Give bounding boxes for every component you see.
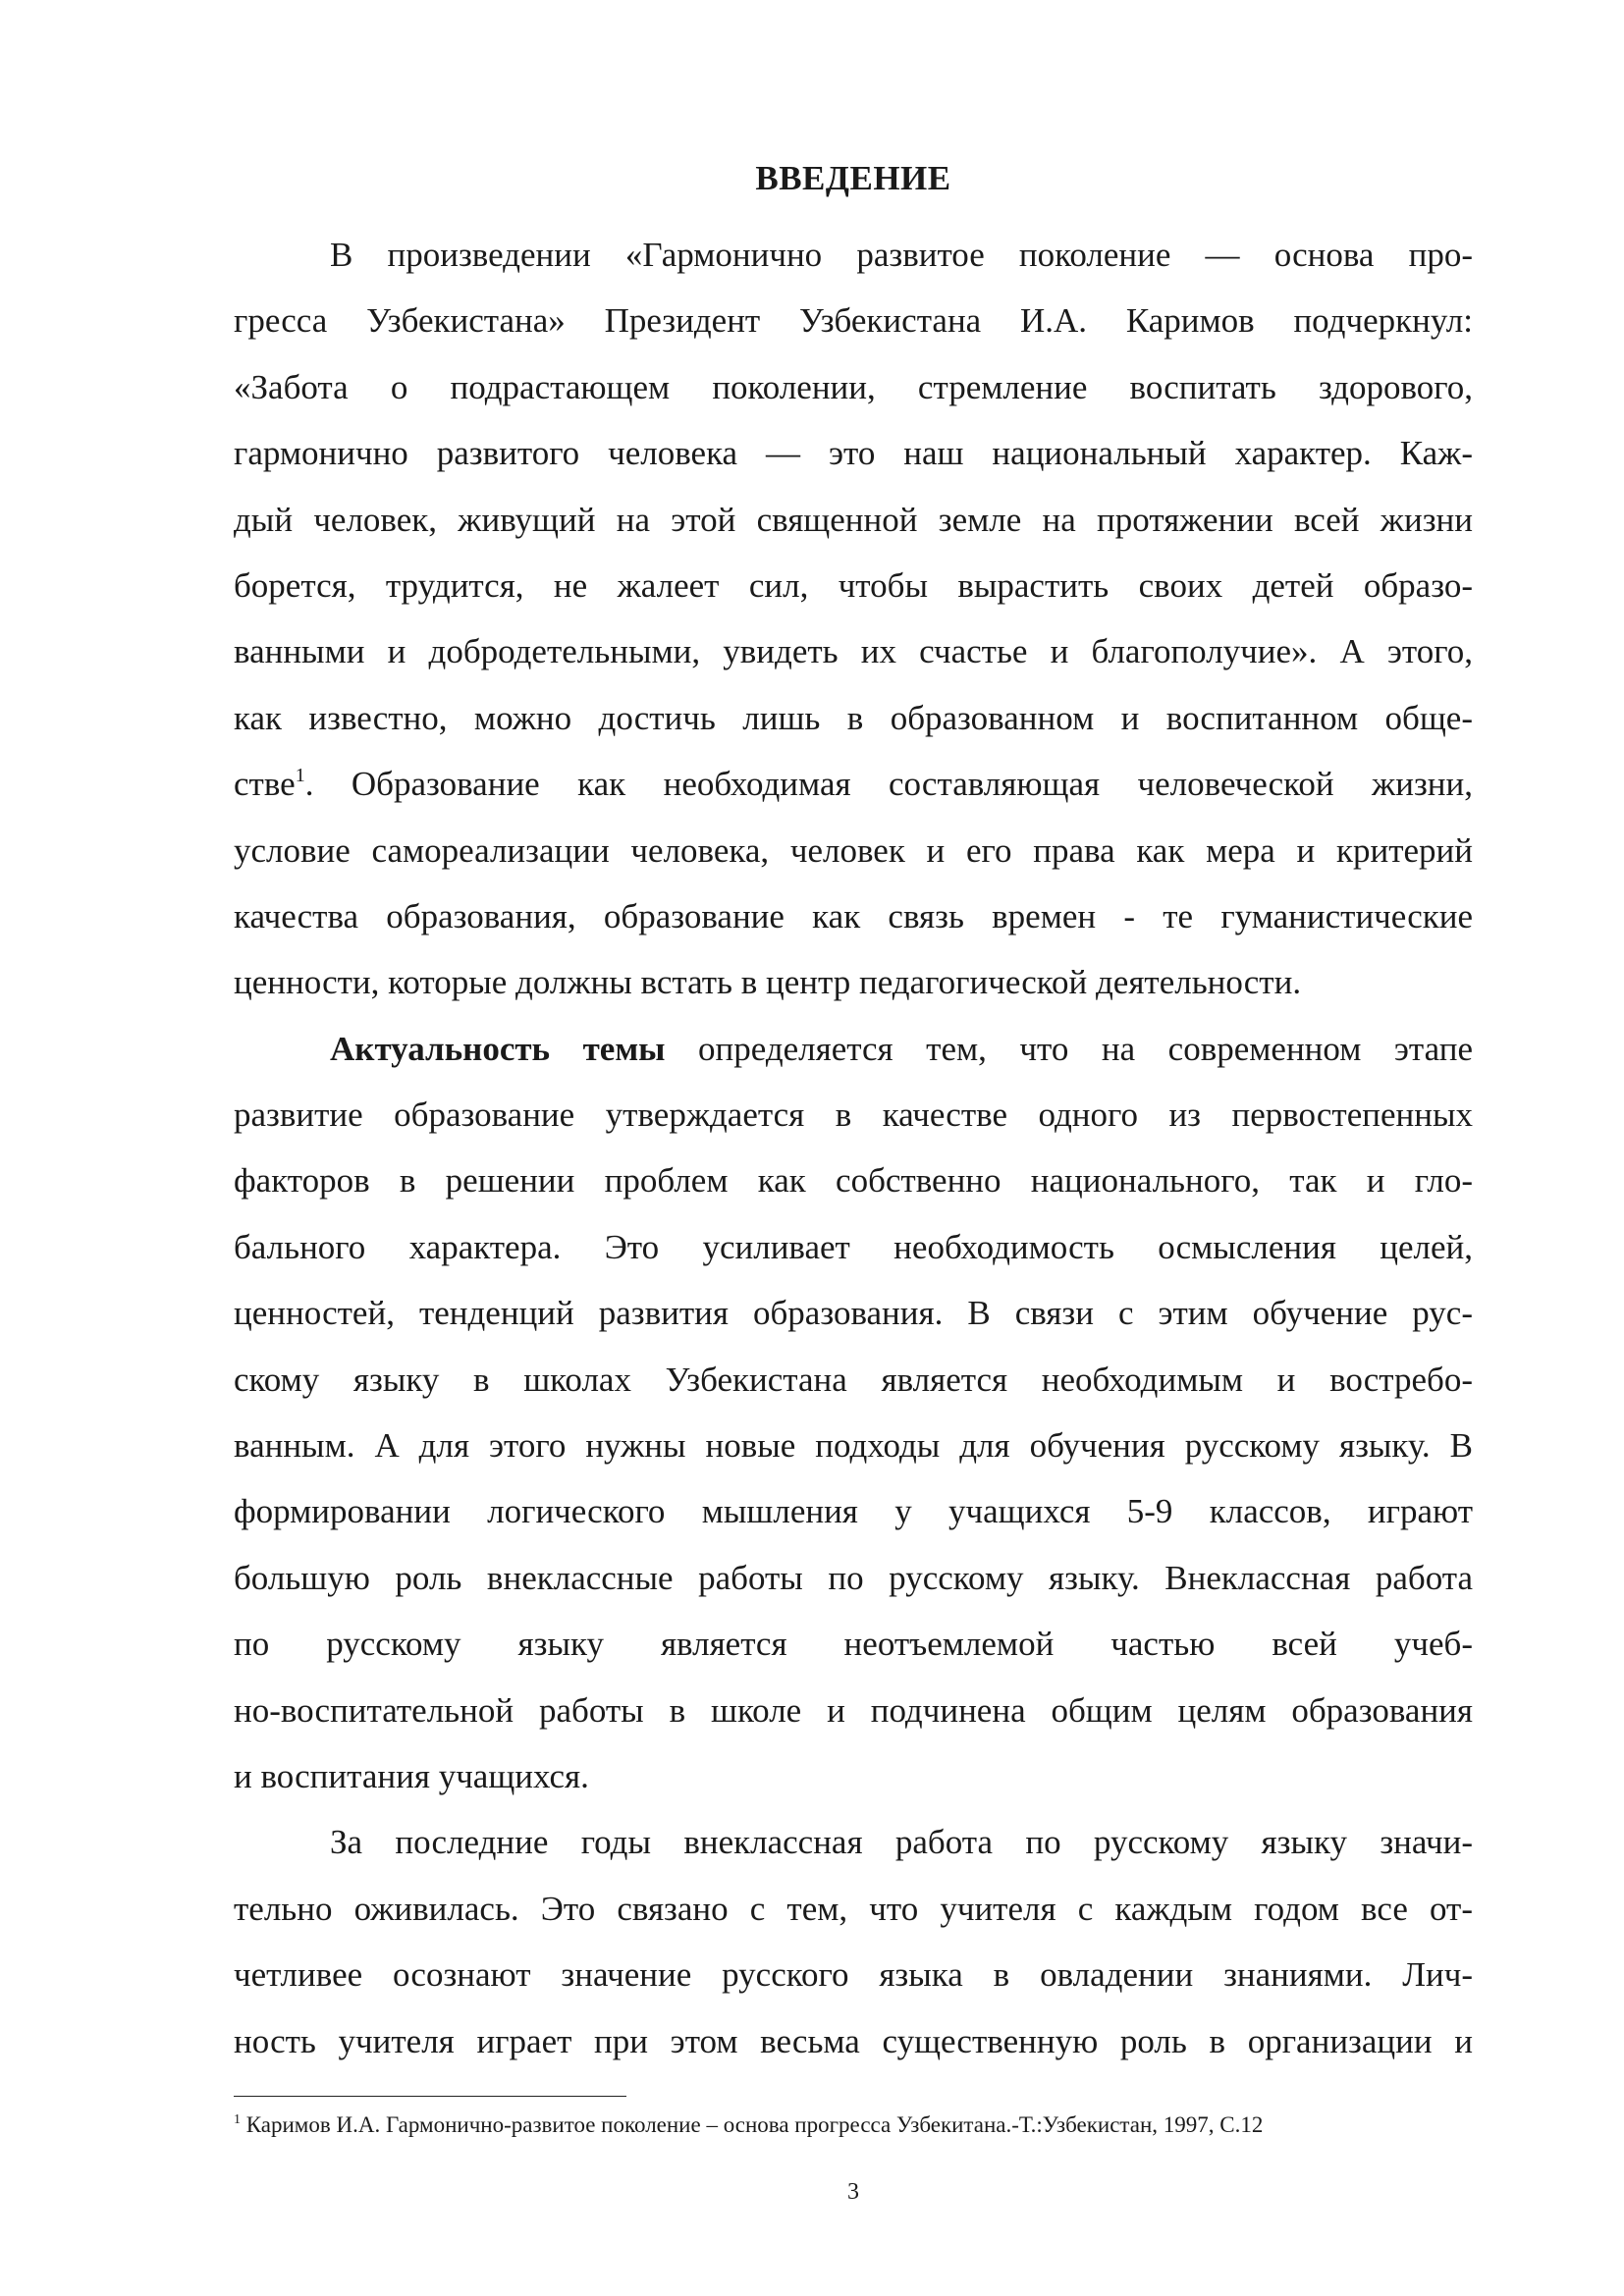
paragraph-1-line-12: ценности, которые должны встать в центр педагогической деятельности. xyxy=(234,963,1302,1002)
paragraph-2-line-8: формировании логического мышления у учащихся 5-9 классов, играют xyxy=(234,1492,1473,1531)
page-title: ВВЕДЕНИЕ xyxy=(755,159,951,197)
paragraph-2-line-10: по русскому языку является неотъемлемой частью всей учеб- xyxy=(234,1625,1473,1664)
paragraph-1-line-8: как известно, можно достичь лишь в образованном и воспитанном обще- xyxy=(234,698,1473,737)
paragraph-1-line-11: качества образования, образование как связь времен - те гуманистические xyxy=(234,896,1473,935)
paragraph-2-line-4: бального характера. Это усиливает необходимость осмысления целей, xyxy=(234,1227,1473,1266)
paragraph-1-line-6: борется, трудится, не жалеет сил, чтобы вырастить своих детей образо- xyxy=(234,565,1473,605)
footnote-reference-marker: 1 xyxy=(295,765,305,787)
paragraph-1-line-3: «Забота о подрастающем поколении, стремление воспитать здорового, xyxy=(234,367,1473,406)
paragraph-3-line-4: ность учителя играет при этом весьма существенную роль в организации и xyxy=(234,2021,1473,2060)
page-number: 3 xyxy=(847,2179,859,2205)
paragraph-2-line-9: большую роль внеклассные работы по русскому языку. Внеклассная работа xyxy=(234,1558,1473,1597)
relevance-lead-rest: определяется тем, что на современном этапе xyxy=(665,1029,1473,1068)
footnote-separator xyxy=(234,2096,626,2097)
paragraph-1-line-9 xyxy=(234,751,1473,817)
body-text xyxy=(234,222,1473,2074)
footnote xyxy=(234,2110,1473,2140)
paragraph-1-line-7: ванными и добродетельными, увидеть их счастье и благополучие». А этого, xyxy=(234,632,1473,671)
paragraph-3-line-2: тельно оживилась. Это связано с тем, что учителя с каждым годом все от- xyxy=(234,1889,1473,1928)
footnote-ref-after: . Образование как необходимая составляющая человеческой жизни, xyxy=(304,765,1473,804)
paragraph-3-line-1: За последние годы внеклассная работа по русскому языку значи- xyxy=(330,1823,1473,1862)
paragraph-2-line-5: ценностей, тенденций развития образования. В связи с этим обучение рус- xyxy=(234,1294,1473,1333)
paragraph-2-line-2: развитие образование утверждается в качестве одного из первостепенных xyxy=(234,1095,1473,1135)
footnote-marker: 1 xyxy=(234,2112,241,2127)
paragraph-1-line-4: гармонично развитого человека — это наш национальный характер. Каж- xyxy=(234,434,1473,473)
paragraph-3-line-3: четливее осознают значение русского языка в овладении знаниями. Лич- xyxy=(234,1955,1473,1995)
paragraph-2-line-11: но-воспитательной работы в школе и подчинена общим целям образования xyxy=(234,1690,1473,1730)
paragraph-2-line-3: факторов в решении проблем как собственно национального, так и гло- xyxy=(234,1161,1473,1201)
paragraph-2-line-12: и воспитания учащихся. xyxy=(234,1756,589,1795)
paragraph-1-line-10: условие самореализации человека, человек и его права как мера и критерий xyxy=(234,830,1473,870)
footnote-ref-before: стве xyxy=(234,765,296,804)
paragraph-2-line-7: ванным. А для этого нужны новые подходы для обучения русскому языку. В xyxy=(234,1426,1473,1466)
paragraph-1-line-1: В произведении «Гармонично развитое поколение — основа про- xyxy=(330,236,1473,274)
paragraph-1-line-2: гресса Узбекистана» Президент Узбекистана И.А. Каримов подчеркнул: xyxy=(234,301,1473,341)
paragraph-1-line-5: дый человек, живущий на этой священной земле на протяжении всей жизни xyxy=(234,500,1473,539)
paragraph-2-line-6: скому языку в школах Узбекистана является необходимым и востребо- xyxy=(234,1360,1473,1399)
footnote-text: Каримов И.А. Гармонично-развитое поколение – основа прогресса Узбекитана.-Т.:Узбекистан, 1997, С.12 xyxy=(241,2112,1264,2137)
paragraph-2-line-1 xyxy=(234,1016,1473,1082)
relevance-lead: Актуальность темы xyxy=(330,1029,666,1068)
